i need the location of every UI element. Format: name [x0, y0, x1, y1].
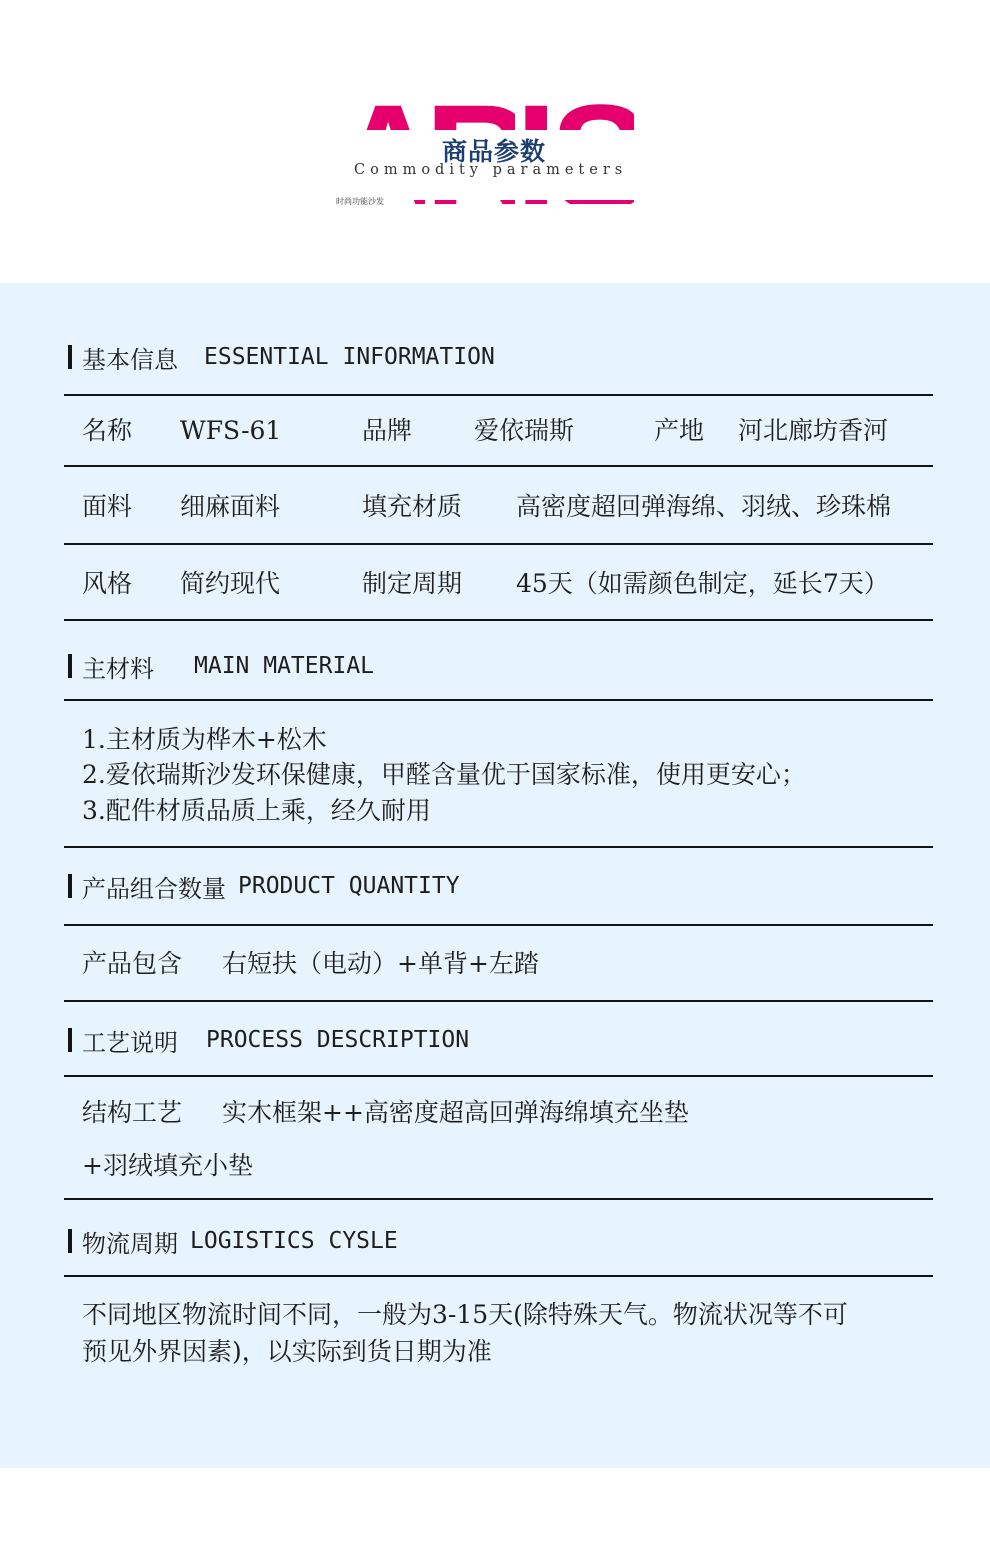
process-value-cont: +羽绒填充小垫 [82, 1151, 253, 1180]
cycle-label: 制定周期 [362, 569, 463, 598]
divider [64, 543, 933, 545]
process-label: 结构工艺 [82, 1098, 183, 1127]
divider [64, 465, 933, 467]
section-bar [68, 874, 72, 898]
brand-label: 品牌 [362, 416, 413, 445]
logo-tagline: 时尚功能沙发 [336, 197, 384, 206]
section-heading-logistics [68, 1225, 398, 1257]
style-label: 风格 [82, 569, 133, 598]
material-line-3: 3.配件材质品质上乘，经久耐用 [82, 796, 431, 825]
material-line-1: 1.主材质为桦木+松木 [82, 725, 327, 754]
page-subtitle: Commodity parameters [354, 162, 628, 178]
section-heading-quantity [68, 870, 460, 902]
brand-value: 爱依瑞斯 [474, 416, 575, 445]
section-heading-basic [68, 341, 495, 373]
quantity-value: 右短扶（电动）+单背+左踏 [222, 949, 539, 978]
logistics-line-2: 预见外界因素)，以实际到货日期为准 [82, 1337, 492, 1366]
section-bar [68, 1229, 72, 1253]
section-title-en: PROCESS DESCRIPTION [206, 1027, 470, 1053]
fabric-value: 细麻面料 [180, 492, 281, 521]
process-value: 实木框架++高密度超高回弹海绵填充坐垫 [222, 1098, 689, 1127]
section-bar [68, 654, 72, 678]
divider [64, 846, 933, 848]
fabric-label: 面料 [82, 492, 133, 521]
section-title-cn: 工艺说明 [82, 1028, 178, 1057]
section-bar [68, 345, 72, 369]
section-title-cn: 物流周期 [82, 1229, 178, 1258]
section-title-cn: 产品组合数量 [82, 874, 226, 903]
divider [64, 924, 933, 926]
section-title-cn: 基本信息 [82, 345, 178, 374]
section-title-en: LOGISTICS CYSLE [190, 1228, 398, 1254]
fill-label: 填充材质 [362, 492, 463, 521]
section-bar [68, 1028, 72, 1052]
divider [64, 1275, 933, 1277]
fill-value: 高密度超回弹海绵、羽绒、珍珠棉 [516, 492, 892, 521]
section-title-en: PRODUCT QUANTITY [238, 873, 460, 899]
section-title-cn: 主材料 [82, 654, 154, 683]
page-title: 商品参数 [441, 137, 546, 166]
name-label: 名称 [82, 416, 133, 445]
section-heading-material [68, 650, 374, 682]
divider [64, 1198, 933, 1200]
logistics-line-1: 不同地区物流时间不同，一般为3-15天(除特殊天气。物流状况等不可 [82, 1300, 848, 1329]
origin-label: 产地 [654, 416, 705, 445]
divider [64, 699, 933, 701]
section-title-en: MAIN MATERIAL [194, 653, 375, 679]
style-value: 简约现代 [180, 569, 281, 598]
material-line-2: 2.爱依瑞斯沙发环保健康，甲醛含量优于国家标准，使用更安心； [82, 760, 806, 789]
name-value: WFS-61 [180, 416, 282, 445]
divider [64, 394, 933, 396]
section-heading-process [68, 1024, 469, 1056]
divider [64, 619, 933, 621]
divider [64, 1075, 933, 1077]
quantity-label: 产品包含 [82, 949, 183, 978]
cycle-value: 45天（如需颜色制定，延长7天） [516, 569, 889, 598]
divider [64, 1000, 933, 1002]
section-title-en: ESSENTIAL INFORMATION [204, 344, 495, 370]
brand-logo [334, 88, 634, 208]
origin-value: 河北廊坊香河 [738, 416, 889, 445]
